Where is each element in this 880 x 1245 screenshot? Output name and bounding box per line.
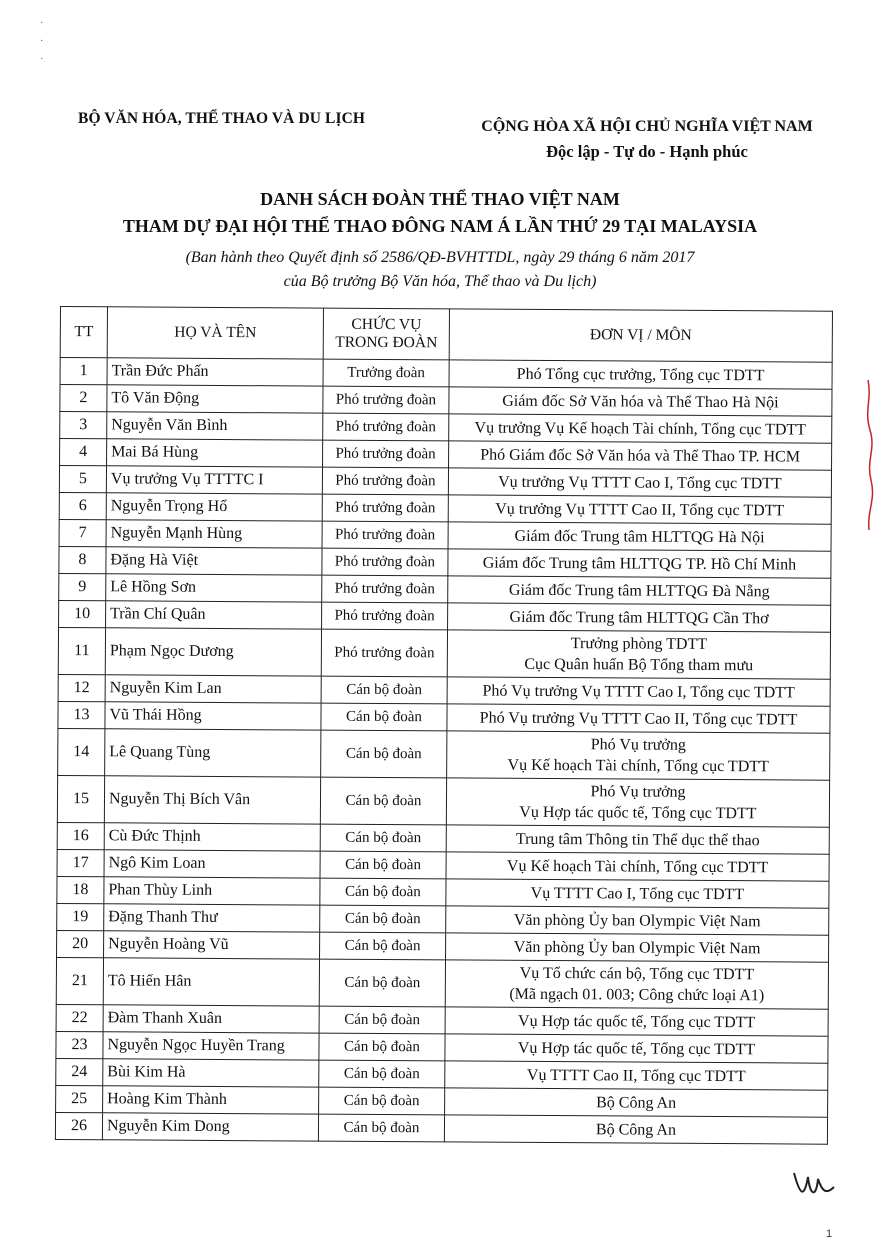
member-name: Nguyễn Trọng Hổ [106, 493, 322, 521]
table-row [58, 627, 830, 679]
member-unit-line: Bộ Công An [596, 1093, 677, 1112]
member-name: Hoàng Kim Thành [103, 1086, 319, 1114]
member-unit [447, 704, 830, 733]
header-tt: TT [60, 307, 107, 358]
member-unit-line: Trưởng phòng TDTT [570, 635, 708, 653]
member-unit [445, 1007, 828, 1036]
member-unit [447, 630, 830, 679]
member-role: Cán bộ đoàn [319, 959, 445, 1007]
member-unit [445, 960, 828, 1009]
national-header [466, 118, 828, 162]
member-role: Trưởng đoàn [323, 359, 449, 387]
member-name: Đàm Thanh Xuân [103, 1005, 319, 1033]
member-name: Nguyễn Ngọc Huyền Trang [103, 1032, 319, 1060]
table-header-row [60, 307, 832, 363]
member-unit-line: Phó Giám đốc Sở Văn hóa và Thể Thao TP. HCM [480, 446, 801, 466]
member-unit-line: Vụ Kế hoạch Tài chính, Tổng cục TDTT [506, 857, 769, 876]
national-motto: Độc lập - Tự do - Hạnh phúc [546, 142, 748, 161]
member-unit-line: Vụ TTTT Cao I, Tổng cục TDTT [530, 884, 745, 903]
member-role: Phó trưởng đoàn [323, 413, 449, 441]
member-name: Lê Hồng Sơn [106, 574, 322, 602]
table-row [56, 957, 828, 1009]
member-unit-line: Vụ Hợp tác quốc tế, Tổng cục TDTT [519, 803, 757, 823]
member-name: Trần Chí Quân [106, 601, 322, 629]
member-unit [445, 1034, 828, 1063]
member-role: Phó trưởng đoàn [322, 575, 448, 603]
member-unit-line: Bộ Công An [595, 1120, 677, 1139]
member-role: Cán bộ đoàn [321, 730, 447, 778]
member-unit-line: Văn phòng Ủy ban Olympic Việt Nam [513, 911, 761, 930]
margin-signature-mark [860, 380, 876, 530]
row-number: 9 [59, 573, 106, 600]
member-role: Cán bộ đoàn [319, 1033, 445, 1061]
row-number: 14 [58, 728, 105, 775]
member-role: Phó trưởng đoàn [322, 494, 448, 522]
header-unit: ĐƠN VỊ / MÔN [449, 309, 832, 362]
member-unit [446, 778, 829, 827]
member-unit [445, 1088, 828, 1117]
row-number: 18 [57, 876, 104, 903]
document-title [60, 186, 820, 240]
member-unit [447, 731, 830, 780]
row-number: 7 [59, 519, 106, 546]
row-number: 3 [60, 412, 107, 439]
member-role: Phó trưởng đoàn [322, 548, 448, 576]
row-number: 15 [57, 775, 104, 822]
row-number: 25 [56, 1085, 103, 1112]
row-number: 23 [56, 1031, 103, 1058]
member-role: Cán bộ đoàn [319, 1060, 445, 1088]
member-unit [448, 522, 831, 551]
member-unit-line: Giám đốc Trung tâm HLTTQG Đà Nẵng [508, 581, 770, 600]
header-role-line-2: TRONG ĐOÀN [335, 333, 438, 352]
member-name: Nguyễn Văn Bình [107, 412, 323, 440]
member-name: Bùi Kim Hà [103, 1059, 319, 1087]
member-unit [446, 906, 829, 935]
member-unit-line: Vụ TTTT Cao II, Tổng cục TDTT [526, 1066, 746, 1085]
member-name: Vụ trưởng Vụ TTTTC I [106, 466, 322, 494]
title-line-1: DANH SÁCH ĐOÀN THỂ THAO VIỆT NAM [260, 189, 620, 209]
row-number: 19 [57, 903, 104, 930]
member-role: Cán bộ đoàn [321, 703, 447, 731]
member-name: Ngô Kim Loan [104, 850, 320, 878]
title-line-2: THAM DỰ ĐẠI HỘI THỂ THAO ĐÔNG NAM Á LẦN THỨ 29 TẠI MALAYSIA [122, 216, 758, 236]
member-unit-line: Giám đốc Trung tâm HLTTQG Hà Nội [514, 527, 765, 546]
member-unit-line: Phó Tổng cục trưởng, Tổng cục TDTT [516, 365, 765, 384]
member-unit [444, 1115, 827, 1144]
row-number: 13 [58, 701, 105, 728]
delegation-table [55, 306, 833, 1145]
member-unit-line: Phó Vụ trưởng [590, 783, 686, 801]
row-number: 8 [59, 546, 106, 573]
member-unit-line: Phó Vụ trưởng Vụ TTTT Cao I, Tổng cục TDTT [482, 682, 795, 701]
table-row [58, 728, 830, 780]
member-unit [445, 1061, 828, 1090]
header-role-line-1: CHỨC VỤ [351, 315, 422, 334]
republic-name: CỘNG HÒA XÃ HỘI CHỦ NGHĨA VIỆT NAM [481, 118, 813, 135]
member-role: Cán bộ đoàn [320, 824, 446, 852]
row-number: 16 [57, 822, 104, 849]
member-unit-line: Văn phòng Ủy ban Olympic Việt Nam [513, 938, 761, 957]
member-unit [449, 441, 832, 470]
member-unit [448, 495, 831, 524]
row-number: 10 [59, 600, 106, 627]
member-unit [446, 933, 829, 962]
member-role: Cán bộ đoàn [320, 851, 446, 879]
row-number: 1 [60, 358, 107, 385]
member-unit-line: Vụ Tổ chức cán bộ, Tổng cục TDTT [519, 964, 755, 984]
subtitle-line-1: (Ban hành theo Quyết định số 2586/QĐ-BVHTTDL, ngày 29 tháng 6 năm 2017 [185, 249, 695, 266]
member-name: Nguyễn Kim Lan [105, 675, 321, 703]
member-unit [449, 387, 832, 416]
member-role: Phó trưởng đoàn [321, 629, 447, 677]
member-unit [449, 414, 832, 443]
member-unit-line: Giám đốc Sở Văn hóa và Thể Thao Hà Nội [502, 392, 779, 411]
member-unit-line: Vụ Kế hoạch Tài chính, Tổng cục TDTT [507, 756, 769, 776]
ministry-name: BỘ VĂN HÓA, THỂ THAO VÀ DU LỊCH [78, 110, 366, 127]
member-role: Phó trưởng đoàn [322, 521, 448, 549]
member-name: Đặng Thanh Thư [104, 904, 320, 932]
member-unit-line: Giám đốc Trung tâm HLTTQG TP. Hồ Chí Minh [482, 554, 797, 574]
member-role: Cán bộ đoàn [320, 777, 446, 825]
member-unit-line: Vụ trưởng Vụ TTTT Cao I, Tổng cục TDTT [498, 473, 782, 492]
member-unit [448, 549, 831, 578]
member-unit-line: Vụ trưởng Vụ Kế hoạch Tài chính, Tổng cục TDTT [474, 419, 807, 439]
row-number: 17 [57, 849, 104, 876]
member-role: Cán bộ đoàn [319, 1087, 445, 1115]
member-role: Phó trưởng đoàn [322, 602, 448, 630]
document-subtitle [60, 246, 820, 294]
member-name: Trần Đức Phấn [107, 358, 323, 386]
subtitle-line-2: của Bộ trưởng Bộ Văn hóa, Thể thao và Du lịch) [283, 273, 597, 290]
member-role: Cán bộ đoàn [319, 1006, 445, 1034]
row-number: 21 [56, 957, 103, 1004]
member-name: Tô Hiến Hân [103, 958, 319, 1006]
member-unit [446, 825, 829, 854]
row-number: 20 [57, 930, 104, 957]
member-role: Cán bộ đoàn [320, 905, 446, 933]
row-number: 26 [55, 1112, 102, 1139]
scan-specks: · · · [40, 18, 44, 65]
row-number: 4 [60, 439, 107, 466]
member-unit [446, 879, 829, 908]
page-number: 1 [826, 1228, 833, 1240]
table-body [55, 358, 832, 1145]
row-number: 5 [59, 466, 106, 493]
member-unit-line: Trung tâm Thông tin Thể dục thể thao [515, 830, 760, 849]
member-role: Phó trưởng đoàn [323, 386, 449, 414]
member-unit-line: Phó Vụ trưởng Vụ TTTT Cao II, Tổng cục TDTT [479, 709, 798, 729]
header-role [323, 308, 449, 360]
member-name: Nguyễn Hoàng Vũ [104, 931, 320, 959]
member-unit [448, 468, 831, 497]
member-name: Nguyễn Kim Dong [102, 1113, 318, 1141]
member-unit-line: Phó Vụ trưởng [590, 736, 686, 754]
member-role: Phó trưởng đoàn [322, 467, 448, 495]
member-role: Cán bộ đoàn [318, 1114, 444, 1142]
member-name: Vũ Thái Hồng [105, 702, 321, 730]
row-number: 6 [59, 492, 106, 519]
member-name: Đặng Hà Việt [106, 547, 322, 575]
member-role: Phó trưởng đoàn [323, 440, 449, 468]
member-unit-line: Vụ Hợp tác quốc tế, Tổng cục TDTT [518, 1012, 756, 1031]
member-role: Cán bộ đoàn [320, 932, 446, 960]
row-number: 24 [56, 1058, 103, 1085]
row-number: 2 [60, 385, 107, 412]
row-number: 11 [58, 627, 105, 674]
member-unit [447, 677, 830, 706]
member-unit-line: Cục Quân huấn Bộ Tổng tham mưu [524, 655, 754, 675]
member-unit [449, 360, 832, 389]
member-name: Mai Bá Hùng [107, 439, 323, 467]
member-name: Cù Đức Thịnh [104, 823, 320, 851]
member-role: Cán bộ đoàn [320, 878, 446, 906]
member-role: Cán bộ đoàn [321, 676, 447, 704]
table-row [57, 775, 829, 827]
header-name: HỌ VÀ TÊN [107, 307, 323, 359]
member-unit [448, 603, 831, 632]
member-name: Nguyễn Thị Bích Vân [104, 776, 320, 824]
member-unit-line: Vụ Hợp tác quốc tế, Tổng cục TDTT [517, 1039, 756, 1058]
member-unit-line: (Mã ngạch 01. 003; Công chức loại A1) [509, 985, 765, 1005]
member-unit-line: Vụ trưởng Vụ TTTT Cao II, Tổng cục TDTT [495, 500, 785, 519]
row-number: 12 [58, 674, 105, 701]
member-unit [446, 852, 829, 881]
row-number: 22 [56, 1004, 103, 1031]
member-name: Tô Văn Động [107, 385, 323, 413]
member-name: Nguyễn Mạnh Hùng [106, 520, 322, 548]
table-row [55, 1112, 827, 1144]
member-unit-line: Giám đốc Trung tâm HLTTQG Cần Thơ [509, 608, 769, 627]
member-name: Phan Thùy Linh [104, 877, 320, 905]
initials-signature [790, 1165, 840, 1205]
member-name: Lê Quang Tùng [105, 729, 321, 777]
member-unit [448, 576, 831, 605]
member-name: Phạm Ngọc Dương [105, 628, 321, 676]
